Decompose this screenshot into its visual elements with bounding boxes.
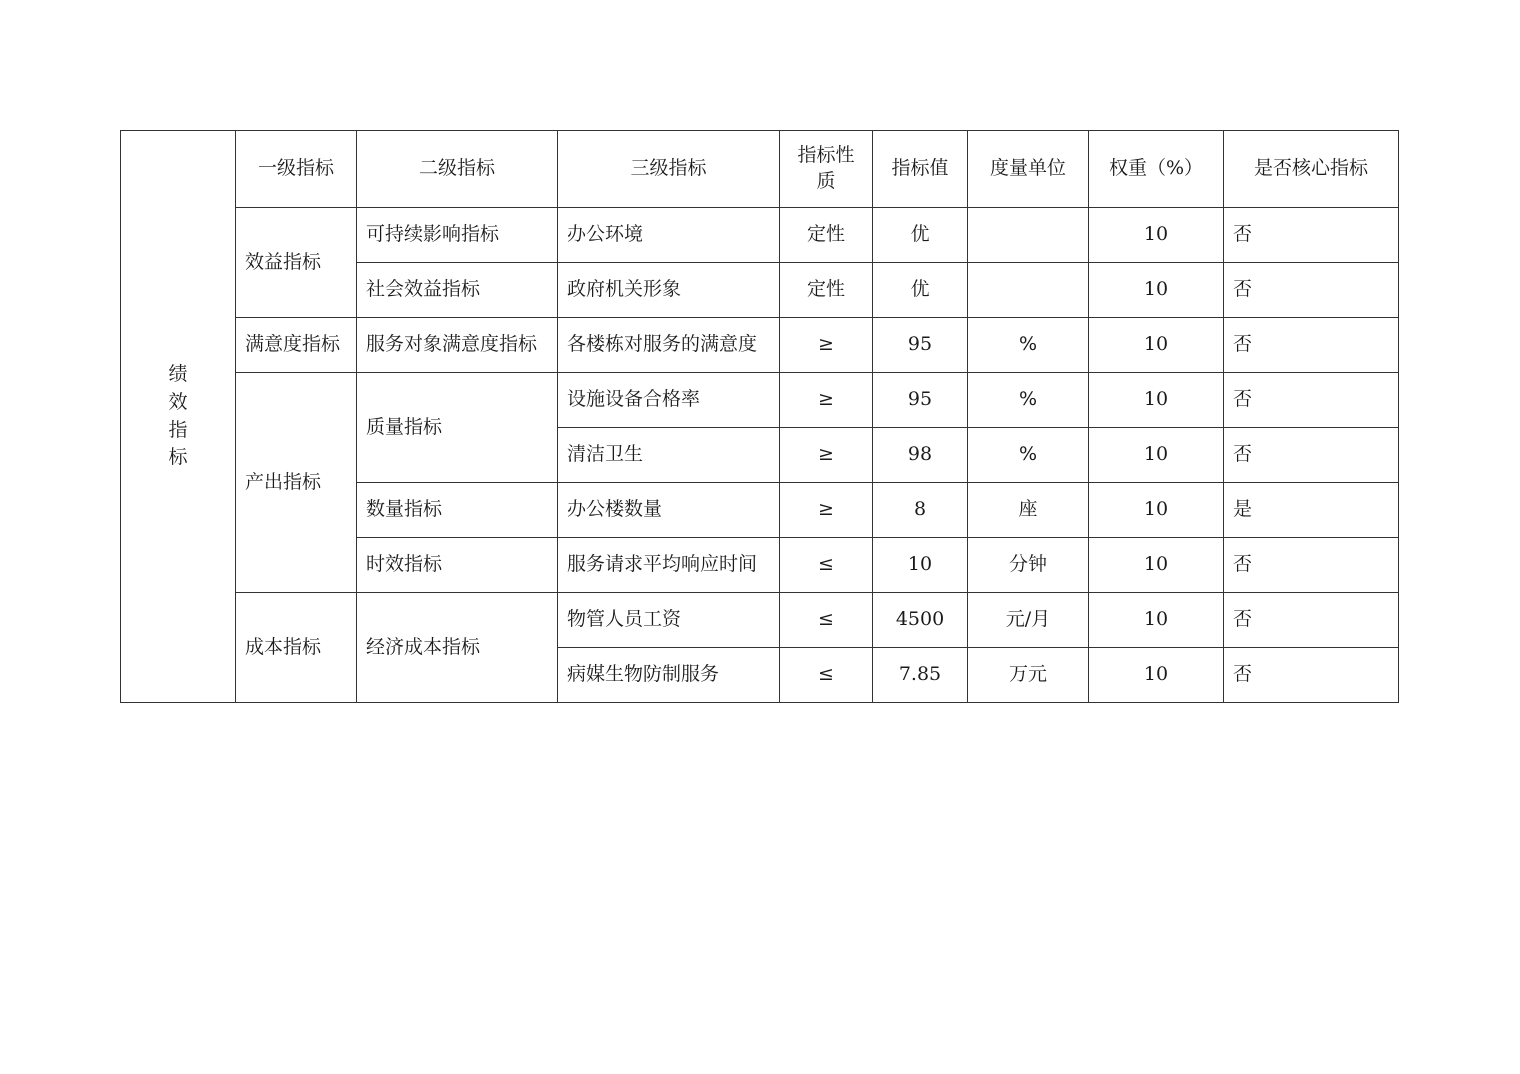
subgroup-quantity: 数量指标 bbox=[357, 483, 558, 538]
level3-cell: 各楼栋对服务的满意度 bbox=[558, 318, 780, 373]
weight-cell: 10 bbox=[1089, 593, 1224, 648]
header-nature: 指标性质 bbox=[780, 131, 873, 208]
core-cell: 否 bbox=[1224, 318, 1399, 373]
section-label-cell bbox=[121, 131, 236, 703]
core-cell: 否 bbox=[1224, 593, 1399, 648]
value-cell: 95 bbox=[873, 373, 968, 428]
subgroup-social: 社会效益指标 bbox=[357, 263, 558, 318]
core-cell: 否 bbox=[1224, 538, 1399, 593]
level3-cell: 物管人员工资 bbox=[558, 593, 780, 648]
weight-cell: 10 bbox=[1089, 318, 1224, 373]
core-cell: 否 bbox=[1224, 428, 1399, 483]
table-row bbox=[121, 318, 1399, 373]
group-satisfaction: 满意度指标 bbox=[236, 318, 357, 373]
header-unit: 度量单位 bbox=[968, 131, 1089, 208]
unit-cell bbox=[968, 208, 1089, 263]
value-cell: 7.85 bbox=[873, 648, 968, 703]
group-cost: 成本指标 bbox=[236, 593, 357, 703]
core-cell: 否 bbox=[1224, 373, 1399, 428]
subgroup-service-satisfaction: 服务对象满意度指标 bbox=[357, 318, 558, 373]
nature-cell: ≤ bbox=[780, 648, 873, 703]
nature-cell: ≥ bbox=[780, 318, 873, 373]
level3-cell: 政府机关形象 bbox=[558, 263, 780, 318]
group-output: 产出指标 bbox=[236, 373, 357, 593]
weight-cell: 10 bbox=[1089, 428, 1224, 483]
nature-cell: ≥ bbox=[780, 428, 873, 483]
nature-cell: ≤ bbox=[780, 538, 873, 593]
level3-cell: 清洁卫生 bbox=[558, 428, 780, 483]
group-benefit: 效益指标 bbox=[236, 208, 357, 318]
unit-cell: 座 bbox=[968, 483, 1089, 538]
nature-cell: 定性 bbox=[780, 263, 873, 318]
level3-cell: 服务请求平均响应时间 bbox=[558, 538, 780, 593]
core-cell: 否 bbox=[1224, 648, 1399, 703]
value-cell: 优 bbox=[873, 263, 968, 318]
subgroup-timeliness: 时效指标 bbox=[357, 538, 558, 593]
header-row bbox=[121, 131, 1399, 208]
core-cell: 否 bbox=[1224, 263, 1399, 318]
value-cell: 95 bbox=[873, 318, 968, 373]
unit-cell: 万元 bbox=[968, 648, 1089, 703]
header-value: 指标值 bbox=[873, 131, 968, 208]
value-cell: 优 bbox=[873, 208, 968, 263]
weight-cell: 10 bbox=[1089, 483, 1224, 538]
unit-cell: 分钟 bbox=[968, 538, 1089, 593]
weight-cell: 10 bbox=[1089, 263, 1224, 318]
unit-cell: 元/月 bbox=[968, 593, 1089, 648]
weight-cell: 10 bbox=[1089, 373, 1224, 428]
core-cell: 是 bbox=[1224, 483, 1399, 538]
header-level3: 三级指标 bbox=[558, 131, 780, 208]
subgroup-economic: 经济成本指标 bbox=[357, 593, 558, 703]
subgroup-sustainable: 可持续影响指标 bbox=[357, 208, 558, 263]
header-weight: 权重（%） bbox=[1089, 131, 1224, 208]
weight-cell: 10 bbox=[1089, 208, 1224, 263]
table-row bbox=[121, 593, 1399, 648]
nature-cell: ≥ bbox=[780, 373, 873, 428]
value-cell: 4500 bbox=[873, 593, 968, 648]
header-level2: 二级指标 bbox=[357, 131, 558, 208]
value-cell: 8 bbox=[873, 483, 968, 538]
performance-indicator-table bbox=[120, 130, 1399, 703]
table-row bbox=[121, 373, 1399, 428]
level3-cell: 办公楼数量 bbox=[558, 483, 780, 538]
unit-cell: % bbox=[968, 428, 1089, 483]
nature-cell: ≥ bbox=[780, 483, 873, 538]
core-cell: 否 bbox=[1224, 208, 1399, 263]
header-level1: 一级指标 bbox=[236, 131, 357, 208]
unit-cell: % bbox=[968, 373, 1089, 428]
nature-cell: ≤ bbox=[780, 593, 873, 648]
level3-cell: 办公环境 bbox=[558, 208, 780, 263]
level3-cell: 设施设备合格率 bbox=[558, 373, 780, 428]
value-cell: 98 bbox=[873, 428, 968, 483]
unit-cell: % bbox=[968, 318, 1089, 373]
level3-cell: 病媒生物防制服务 bbox=[558, 648, 780, 703]
nature-cell: 定性 bbox=[780, 208, 873, 263]
header-core: 是否核心指标 bbox=[1224, 131, 1399, 208]
weight-cell: 10 bbox=[1089, 538, 1224, 593]
subgroup-quality: 质量指标 bbox=[357, 373, 558, 483]
section-label: 绩效指标 bbox=[168, 363, 188, 469]
unit-cell bbox=[968, 263, 1089, 318]
value-cell: 10 bbox=[873, 538, 968, 593]
weight-cell: 10 bbox=[1089, 648, 1224, 703]
table-row bbox=[121, 208, 1399, 263]
